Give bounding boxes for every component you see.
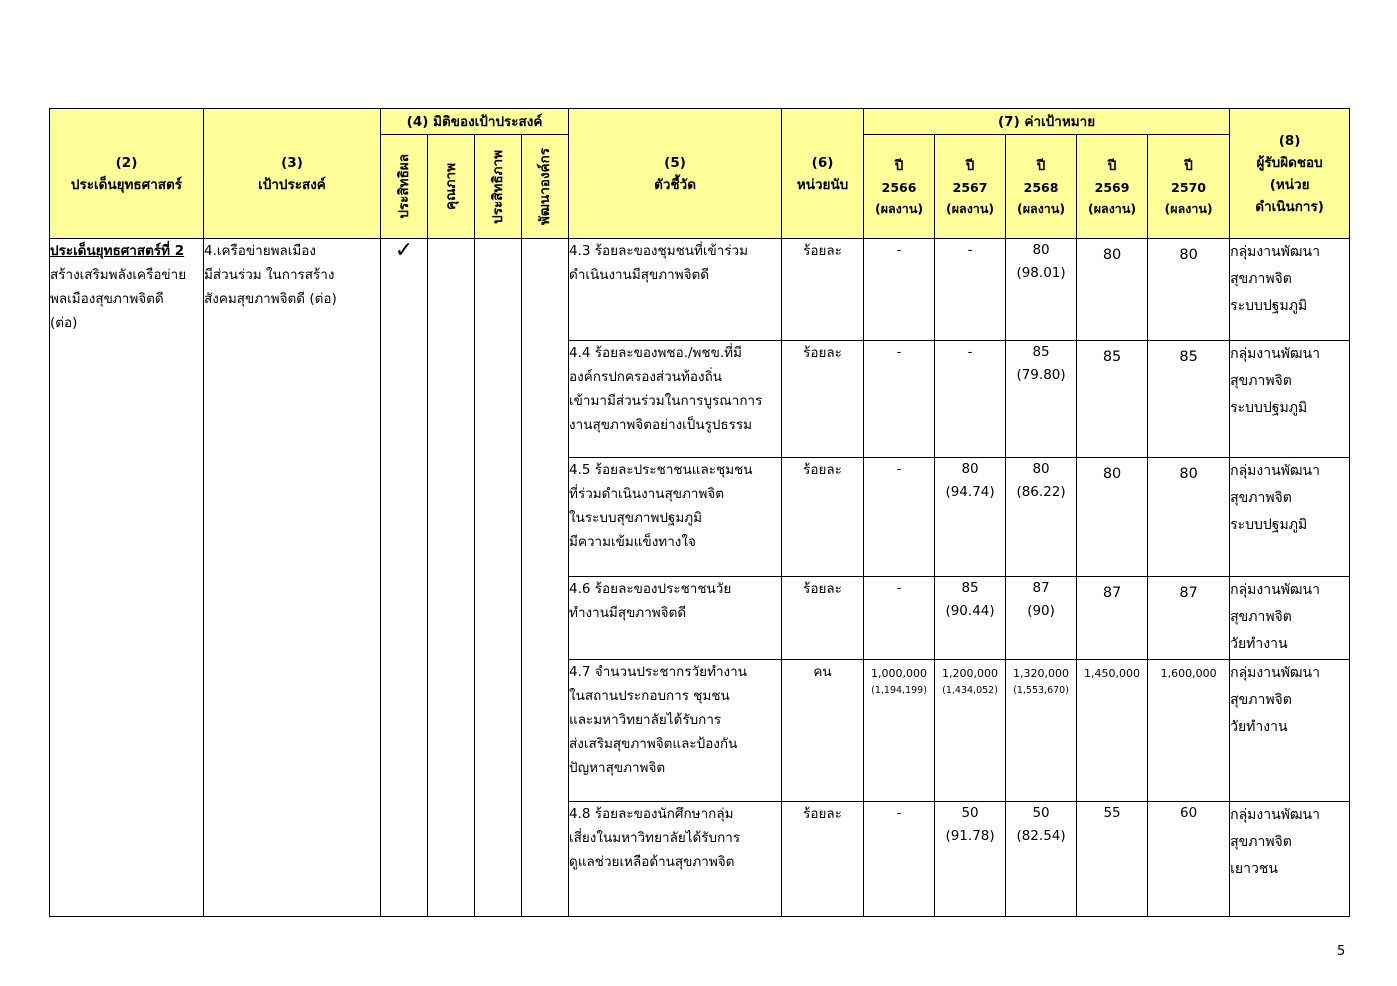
header-dim-effectiveness: ประสิทธิผล	[381, 135, 428, 239]
header-dim-efficiency: ประสิทธิภาพ	[475, 135, 522, 239]
value-cell: -	[864, 341, 935, 458]
value-cell: 85 (79.80)	[1006, 341, 1077, 458]
value-cell: 85 (90.44)	[935, 577, 1006, 660]
page-number: 5	[1337, 944, 1346, 959]
header-year-2567: ปี 2567 (ผลงาน)	[935, 135, 1006, 239]
header-target-group: (7) ค่าเป้าหมาย	[864, 109, 1230, 135]
value-cell: 80	[1077, 239, 1148, 341]
header-responsible: (8) ผู้รับผิดชอบ (หน่วย ดำเนินการ)	[1230, 109, 1350, 239]
header-year-2566: ปี 2566 (ผลงาน)	[864, 135, 935, 239]
unit-cell: ร้อยละ	[782, 341, 864, 458]
value-cell: 50 (91.78)	[935, 802, 1006, 917]
responsible-cell: กลุ่มงานพัฒนา สุขภาพจิต ระบบปฐมภูมิ	[1230, 239, 1350, 341]
value-cell: 87	[1148, 577, 1230, 660]
value-cell: 87	[1077, 577, 1148, 660]
header-goal: (3) เป้าประสงค์	[204, 109, 381, 239]
check-mark: ✓	[381, 239, 428, 917]
value-cell: 1,000,000 (1,194,199)	[864, 660, 935, 802]
dim-quality-cell	[428, 239, 475, 917]
strategy-cell: ประเด็นยุทธศาสตร์ที่ 2 สร้างเสริมพลังเครือข่าย พลเมืองสุขภาพจิตดี (ต่อ)	[50, 239, 204, 917]
responsible-cell: กลุ่มงานพัฒนา สุขภาพจิต วัยทำงาน	[1230, 660, 1350, 802]
value-cell: 80	[1148, 239, 1230, 341]
value-cell: 80 (86.22)	[1006, 458, 1077, 577]
value-cell: 85	[1148, 341, 1230, 458]
indicator-cell: 4.3 ร้อยละของชุมชนที่เข้าร่วม ดำเนินงานมีสุขภาพจิตดี	[569, 239, 782, 341]
value-cell: -	[864, 239, 935, 341]
indicator-cell: 4.8 ร้อยละของนักศึกษากลุ่ม เสี่ยงในมหาวิทยาลัยได้รับการ ดูแลช่วยเหลือด้านสุขภาพจิต	[569, 802, 782, 917]
value-cell: 80	[1148, 458, 1230, 577]
unit-cell: ร้อยละ	[782, 577, 864, 660]
value-cell: -	[864, 458, 935, 577]
goal-cell: 4.เครือข่ายพลเมือง มีส่วนร่วม ในการสร้าง สังคมสุขภาพจิตดี (ต่อ)	[204, 239, 381, 917]
indicator-cell: 4.7 จำนวนประชากรวัยทำงาน ในสถานประกอบการ ชุมชน และมหาวิทยาลัยได้รับการ ส่งเสริมสุขภาพจิตและป้องกัน ปัญหาสุขภาพจิต	[569, 660, 782, 802]
header-indicator: (5) ตัวชี้วัด	[569, 109, 782, 239]
value-cell: -	[864, 577, 935, 660]
header-year-2569: ปี 2569 (ผลงาน)	[1077, 135, 1148, 239]
value-cell: 60	[1148, 802, 1230, 917]
value-cell: 87 (90)	[1006, 577, 1077, 660]
value-cell: 1,600,000	[1148, 660, 1230, 802]
indicator-cell: 4.6 ร้อยละของประชาชนวัย ทำงานมีสุขภาพจิตดี	[569, 577, 782, 660]
value-cell: 55	[1077, 802, 1148, 917]
unit-cell: ร้อยละ	[782, 239, 864, 341]
unit-cell: ร้อยละ	[782, 458, 864, 577]
indicator-cell: 4.5 ร้อยละประชาชนและชุมชน ที่ร่วมดำเนินงานสุขภาพจิต ในระบบสุขภาพปฐมภูมิ มีความเข้มแข็งทางใจ	[569, 458, 782, 577]
value-cell: 1,320,000 (1,553,670)	[1006, 660, 1077, 802]
value-cell: 85	[1077, 341, 1148, 458]
value-cell: 80 (98.01)	[1006, 239, 1077, 341]
table-row	[50, 239, 1350, 341]
header-year-2568: ปี 2568 (ผลงาน)	[1006, 135, 1077, 239]
unit-cell: คน	[782, 660, 864, 802]
strategy-table	[49, 108, 1350, 917]
value-cell: -	[935, 341, 1006, 458]
indicator-cell: 4.4 ร้อยละของพชอ./พชข.ที่มี องค์กรปกครองส่วนท้องถิ่น เข้ามามีส่วนร่วมในการบูรณาการ งานสุขภาพจิตอย่างเป็นรูปธรรม	[569, 341, 782, 458]
responsible-cell: กลุ่มงานพัฒนา สุขภาพจิต ระบบปฐมภูมิ	[1230, 458, 1350, 577]
responsible-cell: กลุ่มงานพัฒนา สุขภาพจิต เยาวชน	[1230, 802, 1350, 917]
value-cell: -	[864, 802, 935, 917]
header-dimension-group: (4) มิติของเป้าประสงค์	[381, 109, 569, 135]
responsible-cell: กลุ่มงานพัฒนา สุขภาพจิต วัยทำงาน	[1230, 577, 1350, 660]
unit-cell: ร้อยละ	[782, 802, 864, 917]
header-unit: (6) หน่วยนับ	[782, 109, 864, 239]
dim-efficiency-cell	[475, 239, 522, 917]
dim-development-cell	[522, 239, 569, 917]
value-cell: 80 (94.74)	[935, 458, 1006, 577]
header-dim-quality: คุณภาพ	[428, 135, 475, 239]
value-cell: 80	[1077, 458, 1148, 577]
header-year-2570: ปี 2570 (ผลงาน)	[1148, 135, 1230, 239]
value-cell: 1,200,000 (1,434,052)	[935, 660, 1006, 802]
value-cell: 50 (82.54)	[1006, 802, 1077, 917]
value-cell: 1,450,000	[1077, 660, 1148, 802]
value-cell: -	[935, 239, 1006, 341]
header-dim-development: พัฒนาองค์กร	[522, 135, 569, 239]
responsible-cell: กลุ่มงานพัฒนา สุขภาพจิต ระบบปฐมภูมิ	[1230, 341, 1350, 458]
header-strategy: (2) ประเด็นยุทธศาสตร์	[50, 109, 204, 239]
